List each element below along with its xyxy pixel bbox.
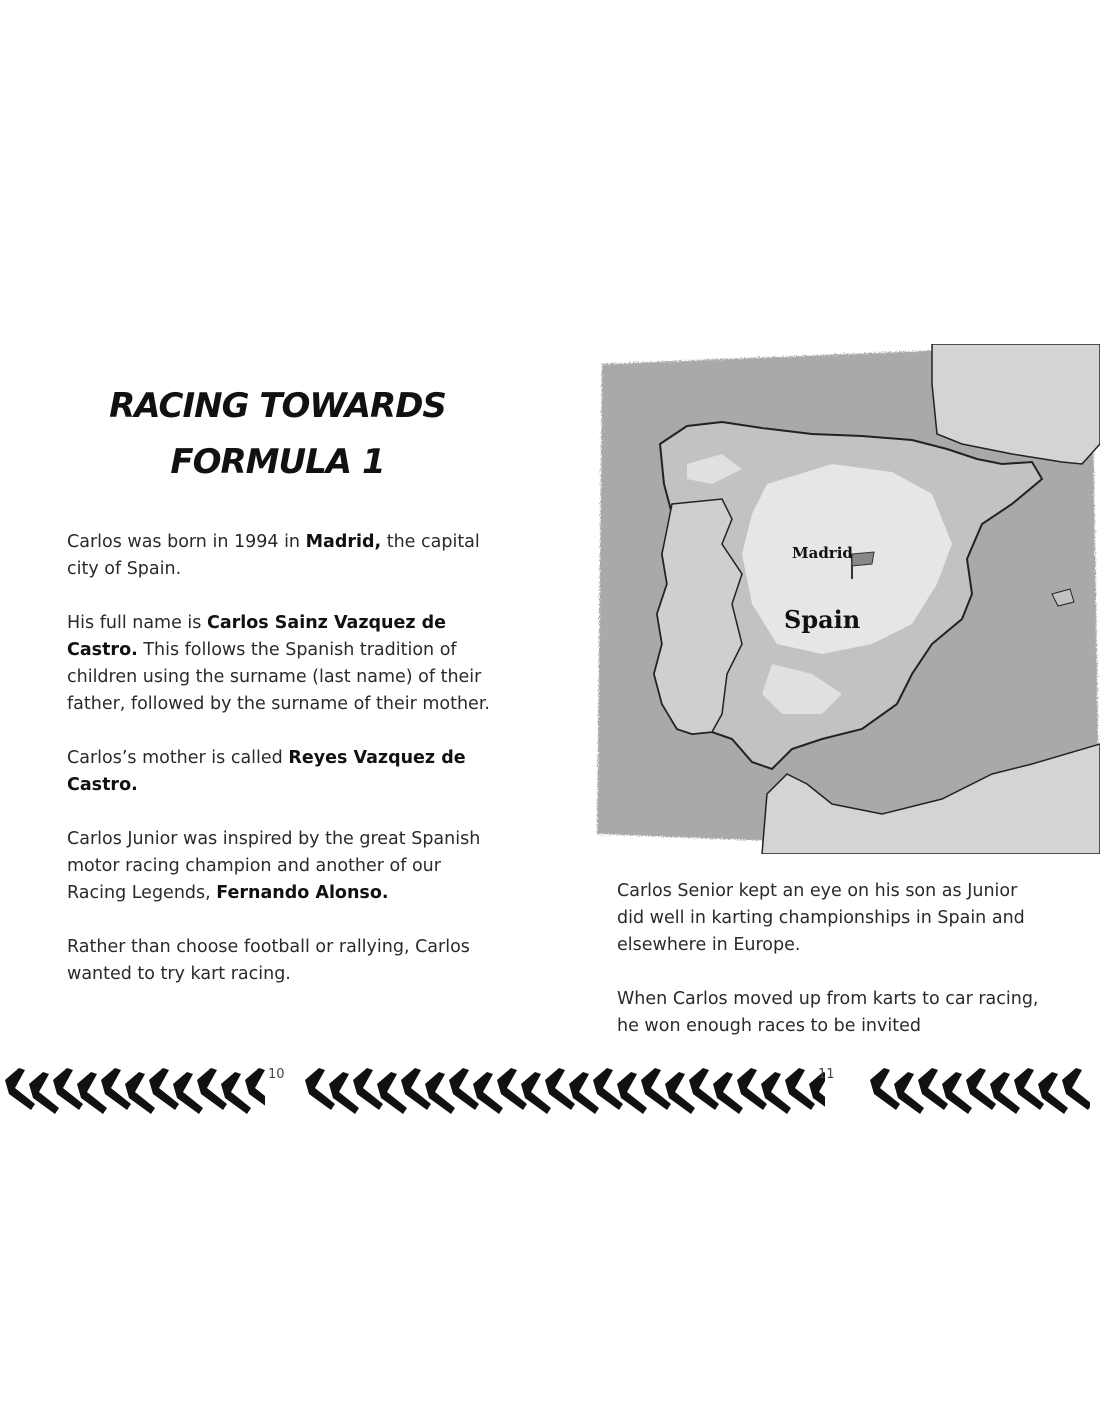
title-line-1: RACING TOWARDS bbox=[109, 386, 446, 426]
tyre-track-chevron bbox=[894, 1072, 924, 1114]
tyre-track-chevron bbox=[329, 1072, 359, 1114]
tyre-track-chevron bbox=[77, 1072, 107, 1114]
tyre-track-chevron bbox=[990, 1072, 1020, 1114]
tyre-track-chevron bbox=[617, 1072, 647, 1114]
tyre-track-chevron bbox=[173, 1072, 203, 1114]
map-label-madrid: Madrid bbox=[792, 544, 853, 562]
right-body-text bbox=[617, 878, 1047, 1067]
chapter-title bbox=[60, 378, 495, 490]
tyre-track-chevron bbox=[425, 1072, 455, 1114]
page-number-left: 10 bbox=[268, 1067, 285, 1082]
page-number-right: 11 bbox=[818, 1067, 835, 1082]
tyre-track-chevron bbox=[665, 1072, 695, 1114]
tyre-track-chevron bbox=[221, 1072, 251, 1114]
tyre-track-chevron bbox=[1062, 1068, 1090, 1110]
left-body-text bbox=[67, 529, 497, 1015]
paragraph-full-name: His full name is Carlos Sainz Vazquez de Castro. This follows the Spanish tradition of children using the surname (last name) of their father, followed by the surname of their mother. bbox=[67, 613, 490, 714]
paragraph-mother: Carlos’s mother is called Reyes Vazquez de Castro. bbox=[67, 748, 466, 795]
spain-map bbox=[592, 344, 1100, 854]
tyre-track-chevron bbox=[942, 1072, 972, 1114]
tyre-tracks-right bbox=[865, 1060, 1090, 1130]
tyre-track-chevron bbox=[1038, 1072, 1068, 1114]
tyre-track-chevron bbox=[569, 1072, 599, 1114]
map-label-spain: Spain bbox=[784, 605, 861, 634]
tyre-track-chevron bbox=[125, 1072, 155, 1114]
paragraph-inspiration: Carlos Junior was inspired by the great Spanish motor racing champion and another of our Racing Legends, Fernando Alonso. bbox=[67, 829, 481, 903]
paragraph-senior: Carlos Senior kept an eye on his son as Junior did well in karting championships in Spain and elsewhere in Europe. bbox=[617, 881, 1025, 955]
tyre-track-chevron bbox=[521, 1072, 551, 1114]
title-line-2: FORMULA 1 bbox=[170, 442, 385, 482]
paragraph-karting: Rather than choose football or rallying, Carlos wanted to try kart racing. bbox=[67, 937, 470, 984]
tyre-track-chevron bbox=[29, 1072, 59, 1114]
tyre-track-chevron bbox=[473, 1072, 503, 1114]
tyre-track-chevron bbox=[377, 1072, 407, 1114]
tyre-tracks-middle bbox=[300, 1060, 825, 1130]
tyre-track-chevron bbox=[713, 1072, 743, 1114]
tyre-track-chevron bbox=[761, 1072, 791, 1114]
tyre-track-chevron bbox=[245, 1068, 265, 1110]
paragraph-birth: Carlos was born in 1994 in Madrid, the capital city of Spain. bbox=[67, 532, 480, 579]
tyre-tracks-left bbox=[0, 1060, 265, 1130]
paragraph-car-racing: When Carlos moved up from karts to car racing, he won enough races to be invited bbox=[617, 989, 1039, 1036]
